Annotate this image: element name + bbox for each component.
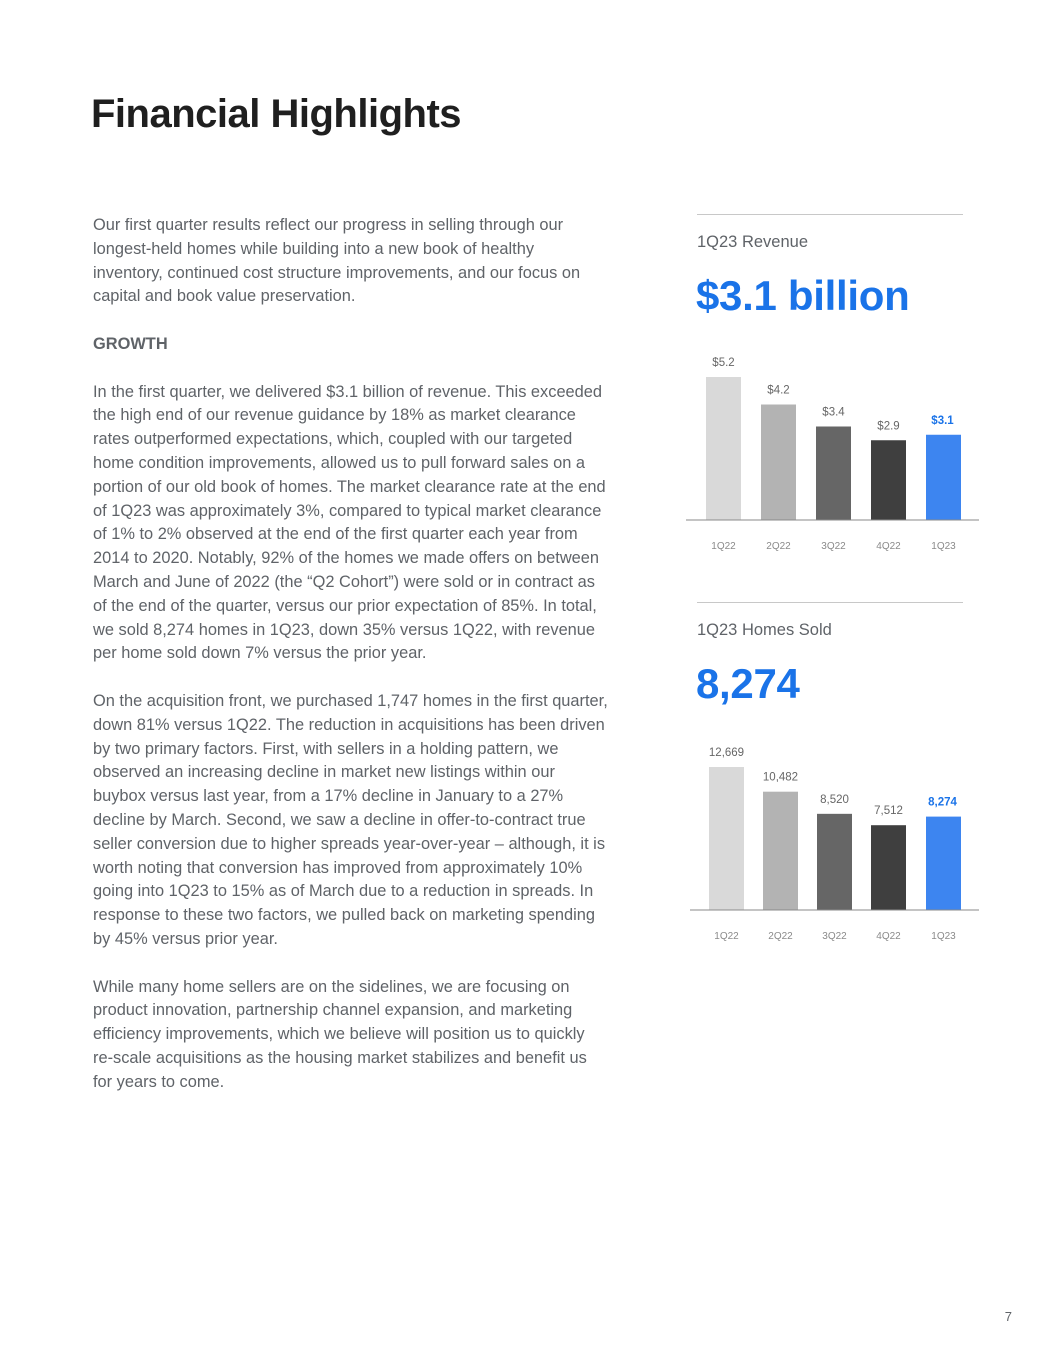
page-title: Financial Highlights [91, 92, 462, 136]
homes-sold-chart [686, 738, 986, 942]
x-tick-2q22: 2Q22 [768, 931, 793, 942]
bar-1q22 [706, 377, 741, 520]
outlook-paragraph: While many home sellers are on the sidelines, we are focusing on product innovation, partnership channel expansion, and marketing efficiency improvements, which we believe will position us to quickly re-scale acquisitions as the housing market stabilizes and benefit us for years to come. [93, 977, 587, 1091]
bar-1q22 [709, 767, 744, 910]
bar-1q23 [926, 435, 961, 520]
homes-sold-headline: 8,274 [696, 660, 800, 707]
page-number: 7 [1004, 1309, 1012, 1324]
data-label-1q23: 8,274 [928, 796, 957, 809]
bar-3q22 [816, 427, 851, 521]
x-tick-1q22: 1Q22 [711, 541, 736, 552]
homes-sold-divider [697, 602, 963, 603]
x-tick-3q22: 3Q22 [822, 931, 847, 942]
data-label-1q22: $5.2 [712, 357, 735, 369]
revenue-paragraph: In the first quarter, we delivered $3.1 billion of revenue. This exceeded the high end of our revenue guidance by 18% as market clearance rates outperformed expectations, which, coupled with our targeted home condition improvements, allowed us to pull forward sales on a portion of our old book of homes. The market clearance rate at the end of 1Q23 was approximately 3%, compared to typical market clearance of 1% to 2% observed at the end of the first quarter each year from 2014 to 2020. Notably, 92% of the homes we made offers on between March and June of 2022 (the “Q2 Cohort”) were sold or in contract as of the end of the quarter, versus our prior expectation of 85%. In total, we sold 8,274 homes in 1Q23, down 35% versus 1Q22, with revenue per home sold down 7% versus the prior year. [93, 382, 606, 663]
data-label-1q23: $3.1 [931, 414, 954, 427]
x-tick-4q22: 4Q22 [876, 541, 901, 552]
x-tick-1q22: 1Q22 [714, 931, 739, 942]
bar-3q22 [817, 814, 852, 910]
x-tick-1q23: 1Q23 [931, 931, 956, 942]
data-label-1q22: 12,669 [708, 747, 745, 759]
data-label-2q22: 10,482 [762, 771, 799, 784]
revenue-chart [686, 350, 986, 550]
body-text [93, 214, 608, 1118]
acquisition-paragraph: On the acquisition front, we purchased 1,747 homes in the first quarter, down 81% versus 1Q22. The reduction in acquisitions has been driven by two primary factors. First, with sellers in a holding pattern, we observed an increasing decline in market new listings within our buybox versus last year, from a 17% decline in January to a 27% decline by March. Second, we saw a decline in offer-to-contract true seller conversion due to higher spreads year-over-year – although, it is worth noting that conversion has improved from approximately 10% going into 1Q23 to 15% as of March due to a reduction in spreads. In response to these two factors, we pulled back on marketing spending by 45% versus prior year. [93, 691, 608, 948]
revenue-label: 1Q23 Revenue [697, 233, 808, 251]
data-label-4q22: $2.9 [877, 420, 900, 433]
data-label-3q22: 8,520 [820, 793, 849, 806]
bar-4q22 [871, 825, 906, 910]
revenue-divider [697, 214, 963, 215]
intro-paragraph: Our first quarter results reflect our progress in selling through our longest-held homes while building into a new book of healthy inventory, continued cost structure improvements, and our focus on capital and book value preservation. [93, 216, 581, 306]
homes-sold-label: 1Q23 Homes Sold [697, 621, 832, 639]
x-tick-2q22: 2Q22 [766, 541, 791, 552]
bar-2q22 [761, 405, 796, 521]
x-tick-3q22: 3Q22 [821, 541, 846, 552]
x-tick-1q23: 1Q23 [931, 541, 956, 552]
bar-1q23 [926, 817, 961, 910]
section-heading-growth: GROWTH [93, 334, 168, 353]
data-label-4q22: 7,512 [874, 805, 903, 818]
revenue-headline: $3.1 billion [696, 272, 910, 319]
data-label-2q22: $4.2 [767, 384, 790, 397]
bar-2q22 [763, 792, 798, 910]
data-label-3q22: $3.4 [822, 406, 845, 419]
bar-4q22 [871, 440, 906, 520]
x-tick-4q22: 4Q22 [876, 931, 901, 942]
